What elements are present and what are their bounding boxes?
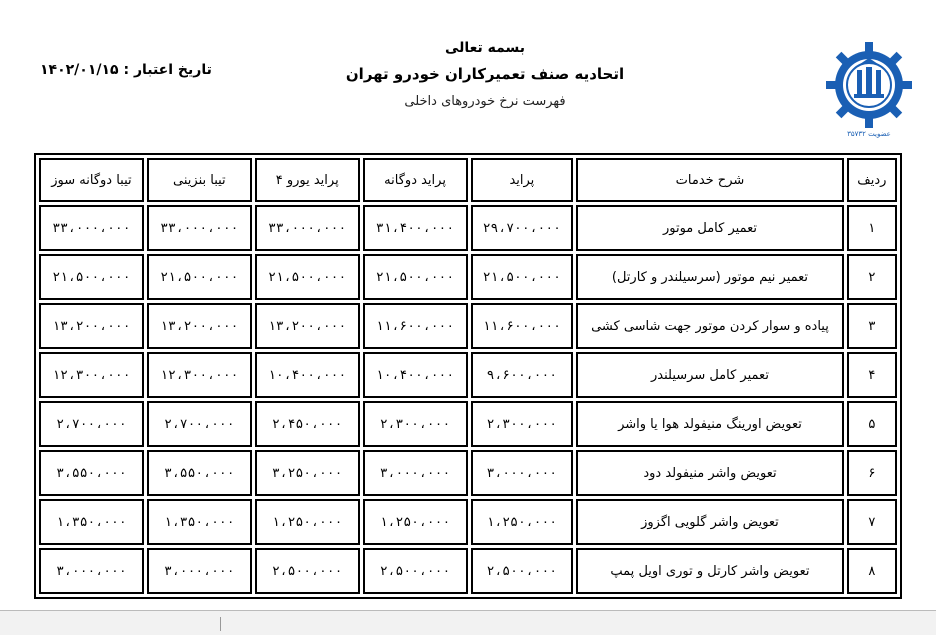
list-subtitle: فهرست نرخ خودروهای داخلی bbox=[404, 94, 566, 109]
price-tiba-dual: ۱،۳۵۰،۰۰۰ bbox=[39, 499, 144, 545]
price-pride-euro4: ۲،۵۰۰،۰۰۰ bbox=[255, 548, 360, 594]
price-tiba-dual: ۲،۷۰۰،۰۰۰ bbox=[39, 401, 144, 447]
table-body bbox=[39, 205, 897, 594]
header-tiba-petrol: تیبا بنزینی bbox=[147, 158, 252, 202]
price-tiba-dual: ۳،۵۵۰،۰۰۰ bbox=[39, 450, 144, 496]
price-pride-dual: ۲۱،۵۰۰،۰۰۰ bbox=[363, 254, 468, 300]
price-pride-euro4: ۳،۲۵۰،۰۰۰ bbox=[255, 450, 360, 496]
row-number: ۸ bbox=[847, 548, 897, 594]
service-description: تعویض واشر کارتل و توری اویل پمپ bbox=[576, 548, 843, 594]
table-row bbox=[39, 254, 897, 300]
price-pride: ۹،۶۰۰،۰۰۰ bbox=[471, 352, 574, 398]
union-title: اتحادیه صنف تعمیرکاران خودرو تهران bbox=[345, 65, 625, 83]
table-row bbox=[39, 352, 897, 398]
document-header bbox=[340, 38, 630, 112]
price-tiba-petrol: ۱،۳۵۰،۰۰۰ bbox=[147, 499, 252, 545]
table-row bbox=[39, 303, 897, 349]
table-row bbox=[39, 450, 897, 496]
header-row-number: ردیف bbox=[847, 158, 897, 202]
service-description: تعمیر کامل موتور bbox=[576, 205, 843, 251]
price-tiba-dual: ۳،۰۰۰،۰۰۰ bbox=[39, 548, 144, 594]
table-row bbox=[39, 205, 897, 251]
service-description: تعویض واشر منیفولد دود bbox=[576, 450, 843, 496]
header-line-1: بسمه تعالی bbox=[444, 40, 526, 56]
service-description: تعویض اورینگ منیفولد هوا یا واشر bbox=[576, 401, 843, 447]
price-pride-dual: ۳۱،۴۰۰،۰۰۰ bbox=[363, 205, 468, 251]
price-tiba-petrol: ۳۳،۰۰۰،۰۰۰ bbox=[147, 205, 252, 251]
price-pride-dual: ۱،۲۵۰،۰۰۰ bbox=[363, 499, 468, 545]
service-description: پیاده و سوار کردن موتور جهت شاسی کشی bbox=[576, 303, 843, 349]
validity-date: تاریخ اعتبار : ۱۴۰۲/۰۱/۱۵ bbox=[40, 62, 212, 78]
price-pride-dual: ۲،۵۰۰،۰۰۰ bbox=[363, 548, 468, 594]
row-number: ۴ bbox=[847, 352, 897, 398]
price-tiba-petrol: ۳،۵۵۰،۰۰۰ bbox=[147, 450, 252, 496]
header-pride-dual-fuel: پراید دوگانه bbox=[363, 158, 468, 202]
price-tiba-dual: ۱۲،۳۰۰،۰۰۰ bbox=[39, 352, 144, 398]
table-row bbox=[39, 499, 897, 545]
price-pride: ۱،۲۵۰،۰۰۰ bbox=[471, 499, 574, 545]
price-pride-dual: ۳،۰۰۰،۰۰۰ bbox=[363, 450, 468, 496]
price-pride-euro4: ۳۳،۰۰۰،۰۰۰ bbox=[255, 205, 360, 251]
price-pride: ۲۹،۷۰۰،۰۰۰ bbox=[471, 205, 574, 251]
row-number: ۶ bbox=[847, 450, 897, 496]
page-break-strip bbox=[0, 610, 936, 635]
price-pride: ۳،۰۰۰،۰۰۰ bbox=[471, 450, 574, 496]
table-row bbox=[39, 548, 897, 594]
row-number: ۷ bbox=[847, 499, 897, 545]
price-pride-dual: ۲،۳۰۰،۰۰۰ bbox=[363, 401, 468, 447]
header-pride-euro4: پراید یورو ۴ bbox=[255, 158, 360, 202]
price-pride-dual: ۱۱،۶۰۰،۰۰۰ bbox=[363, 303, 468, 349]
price-pride: ۲۱،۵۰۰،۰۰۰ bbox=[471, 254, 574, 300]
price-pride-euro4: ۱،۲۵۰،۰۰۰ bbox=[255, 499, 360, 545]
table-row bbox=[39, 401, 897, 447]
price-pride-dual: ۱۰،۴۰۰،۰۰۰ bbox=[363, 352, 468, 398]
page-divider-mark bbox=[220, 617, 221, 631]
row-number: ۵ bbox=[847, 401, 897, 447]
header-pride: پراید bbox=[471, 158, 574, 202]
row-number: ۱ bbox=[847, 205, 897, 251]
price-tiba-petrol: ۲۱،۵۰۰،۰۰۰ bbox=[147, 254, 252, 300]
price-tiba-dual: ۱۳،۲۰۰،۰۰۰ bbox=[39, 303, 144, 349]
row-number: ۲ bbox=[847, 254, 897, 300]
price-tiba-dual: ۳۳،۰۰۰،۰۰۰ bbox=[39, 205, 144, 251]
price-tiba-petrol: ۱۳،۲۰۰،۰۰۰ bbox=[147, 303, 252, 349]
service-description: تعمیر نیم موتور (سرسیلندر و کارتل) bbox=[576, 254, 843, 300]
logo-bottom-text: عضویت ۳۵۷۳۲ bbox=[847, 130, 891, 138]
service-description: تعویض واشر گلویی اگزوز bbox=[576, 499, 843, 545]
price-tiba-petrol: ۳،۰۰۰،۰۰۰ bbox=[147, 548, 252, 594]
price-tiba-petrol: ۲،۷۰۰،۰۰۰ bbox=[147, 401, 252, 447]
service-description: تعمیر کامل سرسیلندر bbox=[576, 352, 843, 398]
gear-emblem-icon bbox=[824, 40, 914, 140]
header-service-description: شرح خدمات bbox=[576, 158, 843, 202]
table-header-row bbox=[39, 158, 897, 202]
price-table bbox=[34, 153, 902, 599]
price-tiba-petrol: ۱۲،۳۰۰،۰۰۰ bbox=[147, 352, 252, 398]
price-pride: ۱۱،۶۰۰،۰۰۰ bbox=[471, 303, 574, 349]
union-logo bbox=[824, 40, 914, 140]
price-pride-euro4: ۲،۴۵۰،۰۰۰ bbox=[255, 401, 360, 447]
price-tiba-dual: ۲۱،۵۰۰،۰۰۰ bbox=[39, 254, 144, 300]
price-pride-euro4: ۱۰،۴۰۰،۰۰۰ bbox=[255, 352, 360, 398]
price-pride: ۲،۳۰۰،۰۰۰ bbox=[471, 401, 574, 447]
row-number: ۳ bbox=[847, 303, 897, 349]
header-tiba-dual-fuel: تیبا دوگانه سوز bbox=[39, 158, 144, 202]
price-pride-euro4: ۱۳،۲۰۰،۰۰۰ bbox=[255, 303, 360, 349]
price-pride: ۲،۵۰۰،۰۰۰ bbox=[471, 548, 574, 594]
price-pride-euro4: ۲۱،۵۰۰،۰۰۰ bbox=[255, 254, 360, 300]
